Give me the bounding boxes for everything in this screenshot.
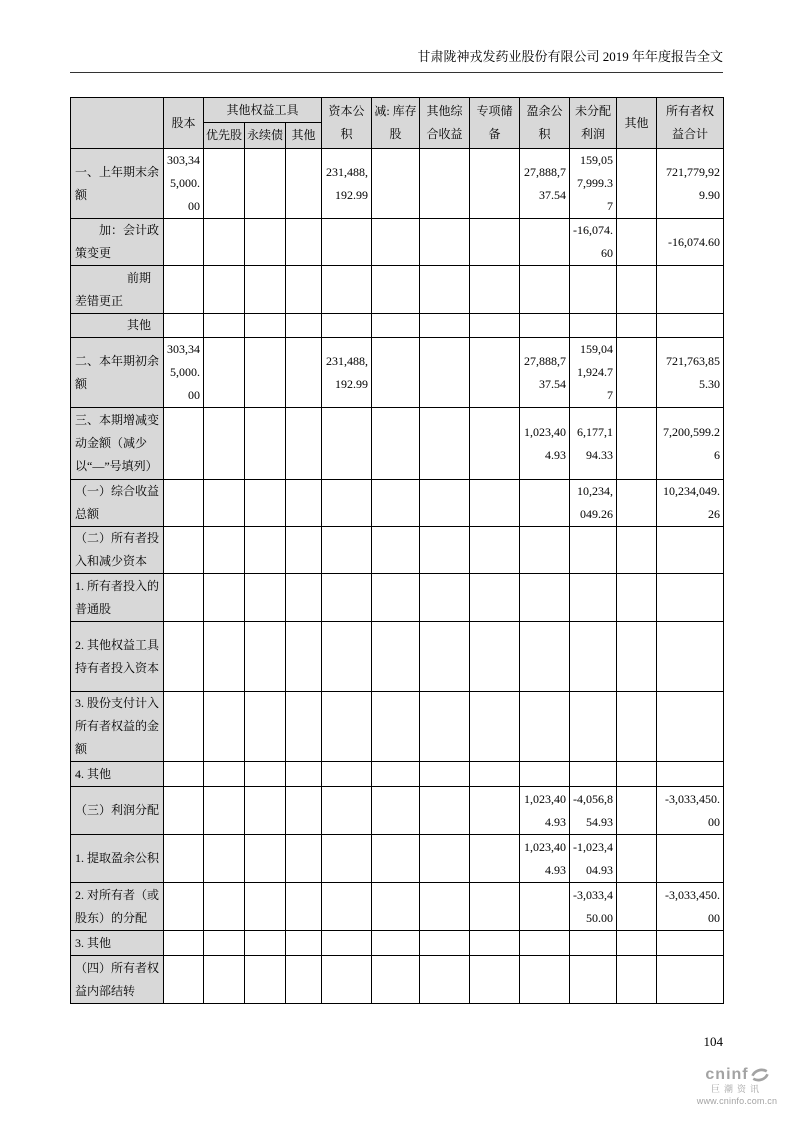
value-cell: [617, 787, 657, 835]
value-cell: [617, 956, 657, 1004]
value-cell: [570, 266, 617, 314]
value-cell: [470, 338, 520, 408]
col-header-preferred-stock: 优先股: [204, 123, 245, 149]
col-header-other: 其他: [617, 98, 657, 149]
value-cell: [204, 314, 245, 338]
value-cell: [286, 883, 322, 931]
value-cell: [372, 219, 420, 266]
table-row: [71, 338, 724, 408]
col-header-share-capital: 股本: [164, 98, 204, 149]
row-label: （四）所有者权益内部结转: [71, 956, 164, 1004]
value-cell: [420, 835, 470, 883]
cninfo-logo-text: cninf: [705, 1066, 749, 1084]
value-cell: 159,057,999.37: [570, 149, 617, 219]
value-cell: [245, 408, 286, 480]
value-cell: [420, 956, 470, 1004]
col-header-surplus-reserve: 盈余公积: [520, 98, 570, 149]
value-cell: 10,234,049.26: [570, 480, 617, 527]
value-cell: [322, 956, 372, 1004]
value-cell: [420, 314, 470, 338]
value-cell: [286, 956, 322, 1004]
value-cell: 159,041,924.77: [570, 338, 617, 408]
value-cell: [204, 338, 245, 408]
value-cell: 231,488,192.99: [322, 338, 372, 408]
table-row: [71, 408, 724, 480]
value-cell: 721,763,855.30: [657, 338, 724, 408]
value-cell: 1,023,404.93: [520, 787, 570, 835]
value-cell: [164, 883, 204, 931]
value-cell: [617, 527, 657, 574]
value-cell: [657, 692, 724, 762]
value-cell: [657, 314, 724, 338]
value-cell: [470, 787, 520, 835]
table-row: [71, 219, 724, 266]
value-cell: [470, 408, 520, 480]
value-cell: [420, 883, 470, 931]
row-label: （一）综合收益总额: [71, 480, 164, 527]
table-row: [71, 149, 724, 219]
value-cell: [420, 622, 470, 692]
table-row: [71, 574, 724, 622]
value-cell: [164, 762, 204, 787]
value-cell: [372, 314, 420, 338]
value-cell: 1,023,404.93: [520, 835, 570, 883]
value-cell: [245, 622, 286, 692]
value-cell: [657, 574, 724, 622]
value-cell: [204, 835, 245, 883]
value-cell: [245, 527, 286, 574]
value-cell: [570, 931, 617, 956]
value-cell: -1,023,404.93: [570, 835, 617, 883]
table-row: [71, 883, 724, 931]
col-header-less-treasury-stock: 减: 库存股: [372, 98, 420, 149]
value-cell: [372, 574, 420, 622]
value-cell: [322, 527, 372, 574]
value-cell: [164, 266, 204, 314]
col-header-other-comprehensive-income: 其他综合收益: [420, 98, 470, 149]
value-cell: [164, 956, 204, 1004]
value-cell: [470, 527, 520, 574]
value-cell: 7,200,599.26: [657, 408, 724, 480]
value-cell: [204, 574, 245, 622]
col-header-undistributed-profit: 未分配利润: [570, 98, 617, 149]
value-cell: [372, 622, 420, 692]
row-label: 其他: [71, 314, 164, 338]
value-cell: [204, 527, 245, 574]
table-row: [71, 314, 724, 338]
value-cell: [372, 787, 420, 835]
value-cell: -16,074.60: [657, 219, 724, 266]
value-cell: [204, 956, 245, 1004]
value-cell: [286, 527, 322, 574]
value-cell: [617, 338, 657, 408]
value-cell: [322, 480, 372, 527]
value-cell: [164, 787, 204, 835]
value-cell: [420, 762, 470, 787]
table-row: [71, 692, 724, 762]
col-header-other-equity-tools: 其他权益工具: [204, 98, 322, 123]
value-cell: [470, 931, 520, 956]
value-cell: [164, 527, 204, 574]
value-cell: [372, 835, 420, 883]
row-label: （二）所有者投入和减少资本: [71, 527, 164, 574]
value-cell: [470, 266, 520, 314]
value-cell: [286, 266, 322, 314]
row-label: 一、上年期末余额: [71, 149, 164, 219]
value-cell: [617, 480, 657, 527]
value-cell: [617, 931, 657, 956]
value-cell: [286, 408, 322, 480]
table-row: [71, 931, 724, 956]
value-cell: [617, 835, 657, 883]
value-cell: [322, 787, 372, 835]
cninfo-logo-top: [692, 1066, 782, 1084]
value-cell: [372, 480, 420, 527]
value-cell: [245, 692, 286, 762]
value-cell: [520, 527, 570, 574]
value-cell: [657, 835, 724, 883]
table-row: [71, 956, 724, 1004]
value-cell: [286, 149, 322, 219]
value-cell: [420, 787, 470, 835]
value-cell: [322, 574, 372, 622]
value-cell: [245, 574, 286, 622]
value-cell: [245, 787, 286, 835]
value-cell: 27,888,737.54: [520, 338, 570, 408]
value-cell: [657, 956, 724, 1004]
value-cell: [420, 149, 470, 219]
value-cell: [570, 314, 617, 338]
value-cell: [372, 931, 420, 956]
value-cell: [204, 408, 245, 480]
page-header: [70, 46, 723, 73]
value-cell: [617, 266, 657, 314]
equity-statement-table: [70, 97, 724, 1004]
value-cell: -3,033,450.00: [657, 787, 724, 835]
value-cell: [420, 574, 470, 622]
cninfo-logo-subtitle: 巨潮资讯: [710, 1084, 763, 1094]
value-cell: [286, 622, 322, 692]
value-cell: [657, 931, 724, 956]
value-cell: [286, 835, 322, 883]
value-cell: [322, 314, 372, 338]
value-cell: [322, 931, 372, 956]
value-cell: 6,177,194.33: [570, 408, 617, 480]
value-cell: [372, 149, 420, 219]
value-cell: [204, 219, 245, 266]
value-cell: [520, 574, 570, 622]
value-cell: [617, 883, 657, 931]
value-cell: [470, 574, 520, 622]
col-header-total-owners-equity: 所有者权益合计: [657, 98, 724, 149]
table-row: [71, 527, 724, 574]
value-cell: [204, 931, 245, 956]
value-cell: [520, 266, 570, 314]
value-cell: [420, 219, 470, 266]
value-cell: [420, 527, 470, 574]
row-label: 4. 其他: [71, 762, 164, 787]
value-cell: [617, 574, 657, 622]
row-label: 2. 对所有者（或股东）的分配: [71, 883, 164, 931]
value-cell: [520, 480, 570, 527]
value-cell: [420, 266, 470, 314]
value-cell: [617, 219, 657, 266]
value-cell: [245, 314, 286, 338]
value-cell: [657, 762, 724, 787]
row-label: 二、本年期初余额: [71, 338, 164, 408]
col-header-other-tool: 其他: [286, 123, 322, 149]
value-cell: 231,488,192.99: [322, 149, 372, 219]
value-cell: [164, 835, 204, 883]
value-cell: [420, 408, 470, 480]
value-cell: 1,023,404.93: [520, 408, 570, 480]
value-cell: [617, 622, 657, 692]
row-label: 前期差错更正: [71, 266, 164, 314]
value-cell: 27,888,737.54: [520, 149, 570, 219]
value-cell: [617, 149, 657, 219]
row-label: 1. 所有者投入的普通股: [71, 574, 164, 622]
value-cell: [204, 480, 245, 527]
value-cell: [372, 266, 420, 314]
value-cell: [470, 622, 520, 692]
value-cell: [470, 835, 520, 883]
col-header-capital-reserve: 资本公积: [322, 98, 372, 149]
report-title: 甘肃陇神戎发药业股份有限公司 2019 年年度报告全文: [417, 49, 723, 64]
value-cell: [470, 762, 520, 787]
value-cell: [245, 266, 286, 314]
value-cell: [570, 762, 617, 787]
value-cell: [372, 338, 420, 408]
value-cell: [164, 480, 204, 527]
value-cell: [322, 622, 372, 692]
value-cell: 10,234,049.26: [657, 480, 724, 527]
value-cell: 721,779,929.90: [657, 149, 724, 219]
value-cell: [520, 219, 570, 266]
value-cell: [245, 149, 286, 219]
value-cell: [245, 883, 286, 931]
value-cell: [470, 883, 520, 931]
col-header-special-reserve: 专项储备: [470, 98, 520, 149]
value-cell: [520, 692, 570, 762]
value-cell: [322, 408, 372, 480]
value-cell: [245, 480, 286, 527]
value-cell: [164, 314, 204, 338]
value-cell: [286, 219, 322, 266]
row-label: 3. 其他: [71, 931, 164, 956]
value-cell: -3,033,450.00: [570, 883, 617, 931]
value-cell: 303,345,000.00: [164, 338, 204, 408]
value-cell: [322, 219, 372, 266]
value-cell: [372, 883, 420, 931]
value-cell: [164, 219, 204, 266]
value-cell: [520, 762, 570, 787]
table-row: [71, 480, 724, 527]
value-cell: [570, 622, 617, 692]
value-cell: -16,074.60: [570, 219, 617, 266]
row-label: 三、本期增减变动金额（减少以“—”号填列）: [71, 408, 164, 480]
value-cell: [420, 931, 470, 956]
value-cell: [617, 692, 657, 762]
value-cell: [164, 574, 204, 622]
value-cell: [286, 338, 322, 408]
value-cell: [570, 574, 617, 622]
value-cell: [286, 480, 322, 527]
value-cell: 303,345,000.00: [164, 149, 204, 219]
value-cell: [322, 692, 372, 762]
value-cell: [420, 480, 470, 527]
value-cell: [164, 622, 204, 692]
value-cell: [245, 219, 286, 266]
value-cell: [286, 787, 322, 835]
row-label: 1. 提取盈余公积: [71, 835, 164, 883]
value-cell: [520, 931, 570, 956]
value-cell: [204, 883, 245, 931]
value-cell: [204, 149, 245, 219]
value-cell: [520, 314, 570, 338]
value-cell: [164, 408, 204, 480]
value-cell: [657, 527, 724, 574]
value-cell: [470, 219, 520, 266]
value-cell: [204, 266, 245, 314]
cninfo-logo-url: www.cninfo.com.cn: [696, 1095, 778, 1106]
value-cell: [657, 622, 724, 692]
value-cell: [286, 314, 322, 338]
value-cell: [245, 762, 286, 787]
value-cell: [470, 149, 520, 219]
value-cell: [245, 931, 286, 956]
value-cell: [164, 692, 204, 762]
row-label: 2. 其他权益工具持有者投入资本: [71, 622, 164, 692]
table-row: [71, 622, 724, 692]
value-cell: -4,056,854.93: [570, 787, 617, 835]
col-header-perpetual-bond: 永续债: [245, 123, 286, 149]
value-cell: [372, 692, 420, 762]
value-cell: [286, 762, 322, 787]
cninfo-swirl-icon: [751, 1066, 769, 1084]
value-cell: [286, 692, 322, 762]
value-cell: [372, 408, 420, 480]
value-cell: [470, 480, 520, 527]
value-cell: [470, 956, 520, 1004]
value-cell: [420, 692, 470, 762]
value-cell: [372, 527, 420, 574]
value-cell: [372, 956, 420, 1004]
value-cell: [164, 931, 204, 956]
value-cell: [322, 762, 372, 787]
value-cell: [372, 762, 420, 787]
value-cell: [617, 762, 657, 787]
value-cell: [204, 692, 245, 762]
value-cell: [245, 956, 286, 1004]
value-cell: [570, 692, 617, 762]
value-cell: [520, 622, 570, 692]
table-row: [71, 835, 724, 883]
value-cell: [570, 527, 617, 574]
value-cell: [286, 931, 322, 956]
value-cell: [322, 835, 372, 883]
value-cell: [657, 266, 724, 314]
table-row: [71, 787, 724, 835]
value-cell: [204, 762, 245, 787]
value-cell: [286, 574, 322, 622]
value-cell: [570, 956, 617, 1004]
page-number: 104: [703, 1034, 723, 1049]
cninfo-logo: [692, 1066, 782, 1107]
col-header-empty: [71, 98, 164, 149]
row-label: 3. 股份支付计入所有者权益的金额: [71, 692, 164, 762]
value-cell: [470, 692, 520, 762]
value-cell: [204, 622, 245, 692]
value-cell: [520, 883, 570, 931]
table-row: [71, 762, 724, 787]
row-label: 加：会计政策变更: [71, 219, 164, 266]
value-cell: [470, 314, 520, 338]
table-row: [71, 266, 724, 314]
value-cell: -3,033,450.00: [657, 883, 724, 931]
value-cell: [245, 835, 286, 883]
value-cell: [322, 883, 372, 931]
row-label: （三）利润分配: [71, 787, 164, 835]
value-cell: [617, 408, 657, 480]
value-cell: [420, 338, 470, 408]
value-cell: [204, 787, 245, 835]
value-cell: [322, 266, 372, 314]
value-cell: [617, 314, 657, 338]
value-cell: [245, 338, 286, 408]
value-cell: [520, 956, 570, 1004]
